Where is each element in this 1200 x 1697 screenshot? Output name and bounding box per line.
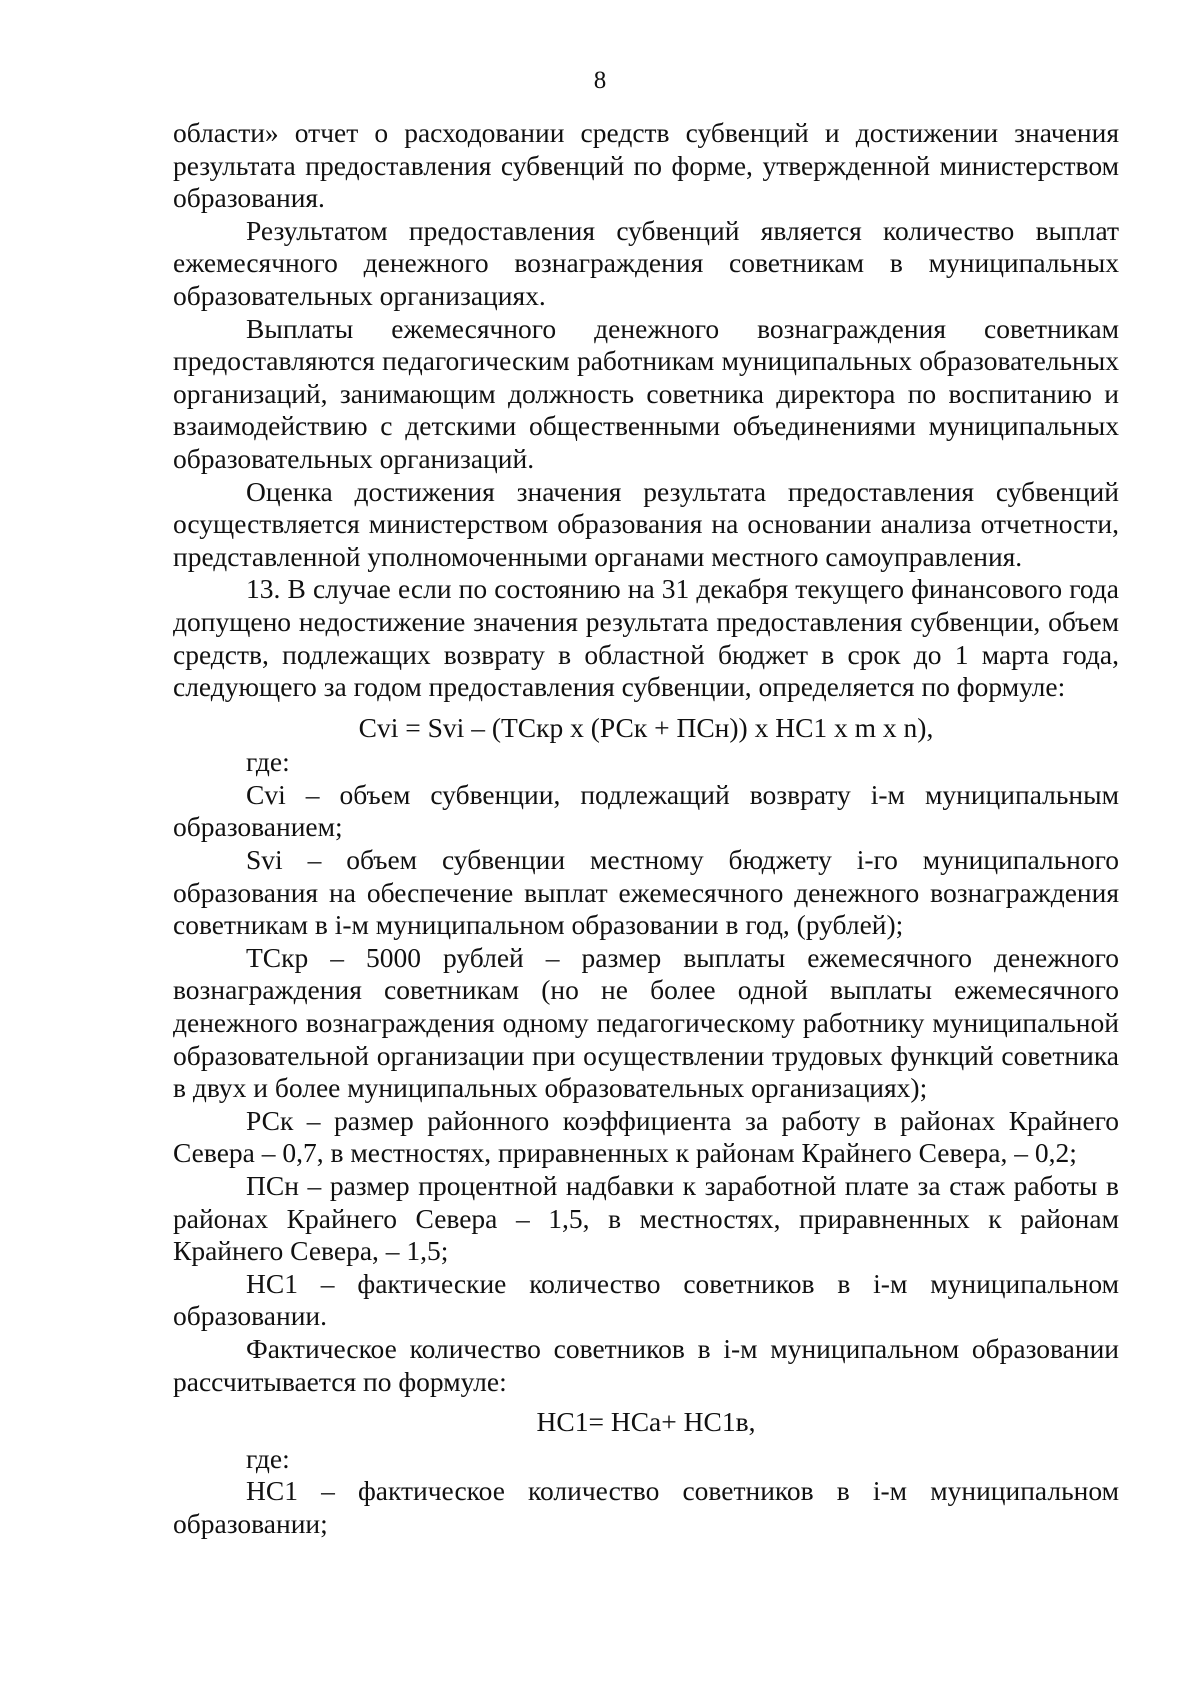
paragraph-clause-13: 13. В случае если по состоянию на 31 декабря текущего финансового года допущено недостижение значения результата предоставления субвенции, объем средств, подлежащих возврату в областной бюджет в срок до 1 марта года, следующего за годом предоставления субвенции, определяется по формуле: [173,573,1119,703]
definition-svi: Svi – объем субвенции местному бюджету i-го муниципального образования на обеспечение выплат ежемесячного денежного вознаграждения советникам в i-м муниципальном образовании в год, (рублей); [173,844,1119,941]
where-label: где: [246,746,290,778]
where-label: где: [246,1442,290,1474]
definition-psn: ПСн – размер процентной надбавки к заработной плате за стаж работы в районах Крайнего Севера – 1,5, в местностях, приравненных к районам Крайнего Севера, – 1,5; [173,1170,1119,1267]
formula-count: НС1= НСа+ НС1в, [536,1406,756,1438]
paragraph-continued: области» отчет о расходовании средств субвенций и достижении значения результата предоставления субвенций по форме, утвержденной министерством образования. [173,117,1119,214]
page-number: 8 [593,67,607,94]
document-body [173,117,1119,1541]
paragraph-actual-count: Фактическое количество советников в i-м муниципальном образовании рассчитывается по формуле: [173,1332,1119,1397]
formula-refund: Cvi = Svi – (ТСкр х (РСк + ПСн)) х НС1 х m х n), [358,711,934,743]
definition-rsk: РСк – размер районного коэффициента за работу в районах Крайнего Севера – 0,7, в местностях, приравненных к районам Крайнего Севера, – 0,2; [173,1104,1119,1169]
paragraph-payments: Выплаты ежемесячного денежного вознаграждения советникам предоставляются педагогическим работникам муниципальных образовательных организаций, занимающим должность советника директора по воспитанию и взаимодействию с детскими общественными объединениями муниципальных образовательных организаций. [173,312,1119,474]
definition-tskr: ТСкр – 5000 рублей – размер выплаты ежемесячного денежного вознаграждения советникам (но не более одной выплаты ежемесячного денежного вознаграждения одному педагогическому работнику муниципальной образовательной организации при осуществлении трудовых функций советника в двух и более муниципальных образовательных организациях); [173,941,1119,1104]
definition-ns1: НС1 – фактические количество советников в i-м муниципальном образовании. [173,1267,1119,1332]
paragraph-evaluation: Оценка достижения значения результата предоставления субвенций осуществляется министерством образования на основании анализа отчетности, представленной уполномоченными органами местного самоуправления. [173,475,1119,572]
definition-cvi: Cvi – объем субвенции, подлежащий возврату i-м муниципальным образованием; [173,778,1119,843]
paragraph-result-definition: Результатом предоставления субвенций является количество выплат ежемесячного денежного вознаграждения советникам в муниципальных образовательных организациях. [173,214,1119,311]
definition-ns1-actual: НС1 – фактическое количество советников в i-м муниципальном образовании; [173,1475,1119,1539]
